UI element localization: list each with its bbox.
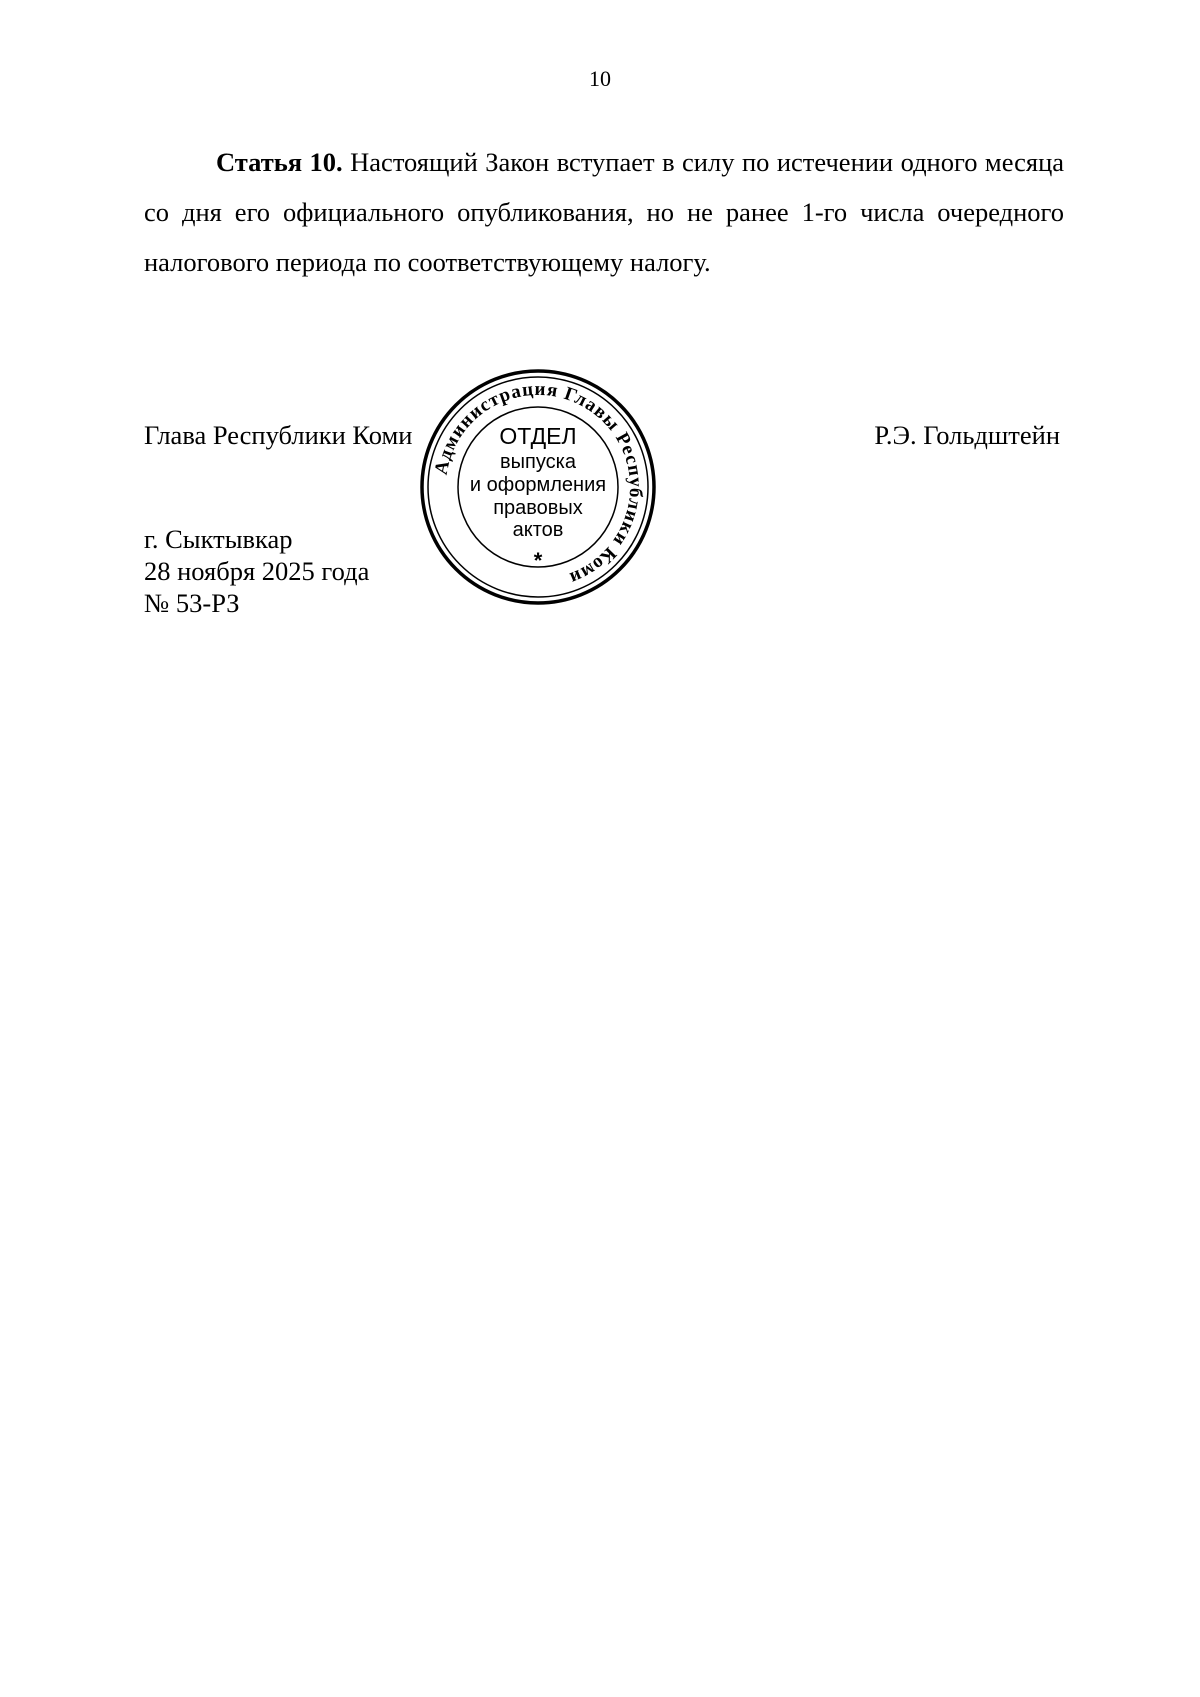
seal-center-line-5: актов xyxy=(512,519,564,541)
signer-position: Глава Республики Коми xyxy=(144,420,413,450)
article-title: Статья 10. xyxy=(216,147,343,177)
article-paragraph xyxy=(144,137,1064,287)
seal-center-line-2: выпуска xyxy=(500,451,576,473)
seal-center-line-1: ОТДЕЛ xyxy=(499,423,577,449)
official-seal xyxy=(418,367,658,607)
place-date-number-block xyxy=(144,523,369,619)
law-date: 28 ноября 2025 года xyxy=(144,556,370,586)
signer-name: Р.Э. Гольдштейн xyxy=(874,420,1060,450)
seal-center-line-4: правовых xyxy=(493,497,583,519)
law-number: № 53-РЗ xyxy=(144,588,240,618)
page-number: 10 xyxy=(589,66,611,91)
seal-ring-text: Администрация Главы Республики Коми xyxy=(430,378,647,590)
article-text: Настоящий Закон вступает в силу по истечении одного месяца со дня его официального опубликования, но не ранее 1-го числа очередного налогового периода по соответствующему налогу. xyxy=(144,147,1065,277)
seal-star-icon: * xyxy=(533,548,543,573)
place-city: г. Сыктывкар xyxy=(144,524,293,554)
seal-center-line-3: и оформления xyxy=(469,474,607,496)
